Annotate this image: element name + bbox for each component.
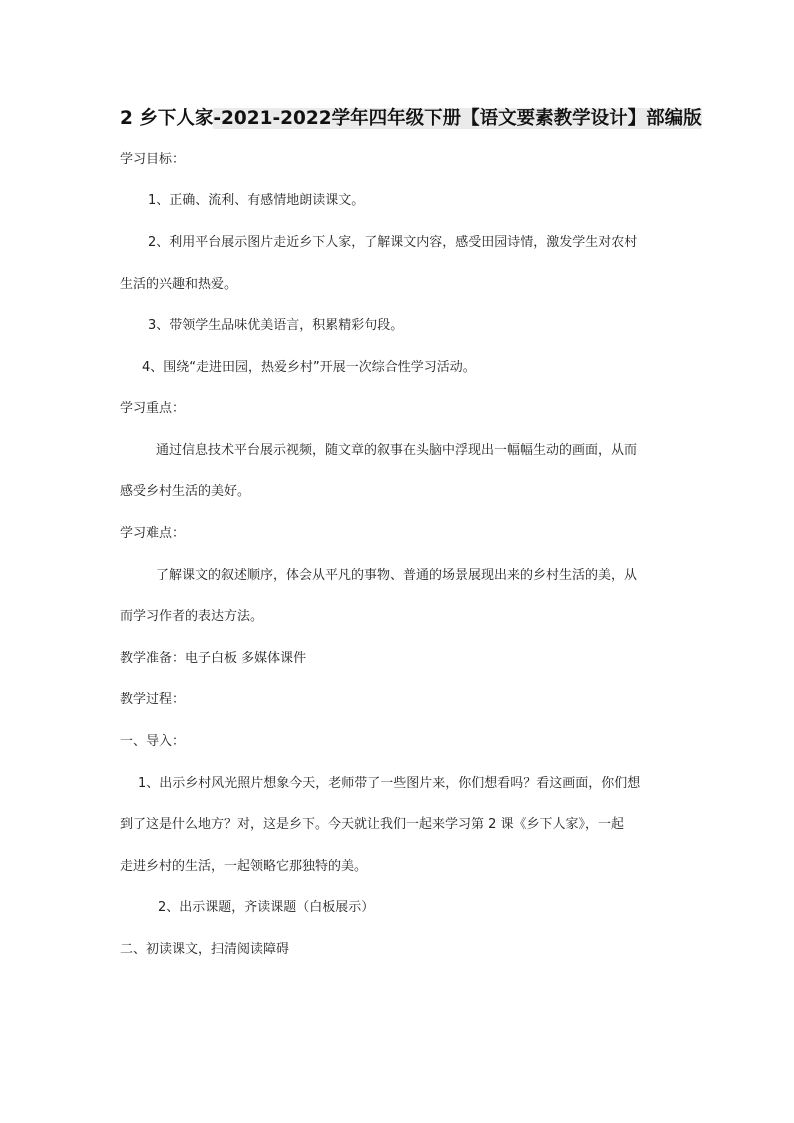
section-1-item-2: 2、出示课题，齐读课题（白板展示） bbox=[158, 900, 375, 915]
section-1-item-1-line-2: 到了这是什么地方？对，这是乡下。今天就让我们一起来学习第 2 课《乡下人家》，一起 bbox=[120, 817, 625, 832]
title-year-highlight: -2021-2022 bbox=[213, 108, 332, 129]
title-grade-highlight: 学年四年级下册【语文要素教学设计】部编版 bbox=[331, 108, 702, 129]
document-title bbox=[120, 106, 702, 132]
teaching-process-heading: 教学过程： bbox=[120, 692, 186, 707]
goal-1: 1、正确、流利、有感情地朗读课文。 bbox=[148, 193, 365, 208]
teaching-preparation: 教学准备：电子白板 多媒体课件 bbox=[120, 651, 307, 666]
section-1-heading: 一、导入： bbox=[120, 734, 186, 749]
key-points-line-2: 感受乡村生活的美好。 bbox=[120, 484, 251, 499]
title-lesson: 2 乡下人家 bbox=[120, 108, 214, 129]
goal-4: 4、围绕“走进田园，热爱乡村”开展一次综合性学习活动。 bbox=[142, 360, 476, 375]
section-2-heading: 二、初读课文，扫清阅读障碍 bbox=[120, 942, 290, 957]
goal-2-line-2: 生活的兴趣和热爱。 bbox=[120, 277, 238, 292]
key-points-line-1: 通过信息技术平台展示视频，随文章的叙事在头脑中浮现出一幅幅生动的画面，从而 bbox=[156, 443, 638, 458]
goal-2-line-1: 2、利用平台展示图片走近乡下人家，了解课文内容，感受田园诗情，激发学生对农村 bbox=[148, 235, 638, 250]
difficulty-line-1: 了解课文的叙述顺序，体会从平凡的事物、普通的场景展现出来的乡村生活的美，从 bbox=[156, 568, 638, 583]
difficulty-heading: 学习难点： bbox=[120, 526, 186, 541]
section-1-item-1-line-1: 1、出示乡村风光照片想象今天，老师带了一些图片来，你们想看吗？看这画面，你们想 bbox=[138, 776, 641, 791]
goal-3: 3、带领学生品味优美语言，积累精彩句段。 bbox=[148, 318, 404, 333]
section-1-item-1-line-3: 走进乡村的生活，一起领略它那独特的美。 bbox=[120, 859, 368, 874]
goals-heading: 学习目标： bbox=[120, 152, 186, 167]
key-points-heading: 学习重点： bbox=[120, 401, 186, 416]
difficulty-line-2: 而学习作者的表达方法。 bbox=[120, 609, 264, 624]
